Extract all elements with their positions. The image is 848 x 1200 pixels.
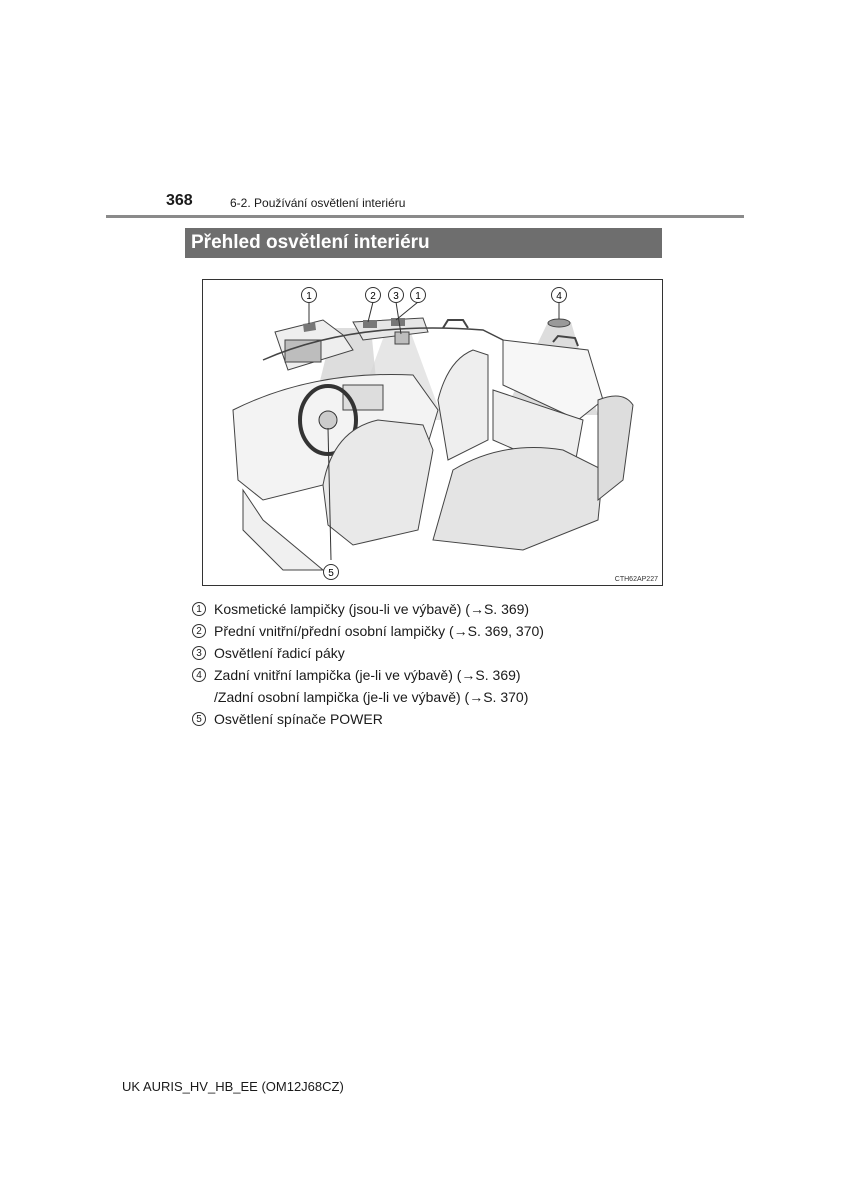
legend-item [192, 620, 662, 642]
interior-lights-figure [202, 279, 663, 586]
legend-number: 3 [192, 646, 206, 660]
legend-text-continued: /Zadní osobní lampička (je-li ve výbavě) (→S. 370) [214, 689, 529, 705]
legend-item [192, 664, 662, 708]
callout-1 [302, 288, 317, 303]
callout-4 [552, 288, 567, 303]
svg-text:3: 3 [393, 291, 399, 302]
legend-text: Přední vnitřní/přední osobní lampičky (→S. 369, 370) [214, 623, 544, 639]
callout-3 [389, 288, 404, 303]
legend-text: Osvětlení řadicí páky [214, 645, 345, 661]
page-footer: UK AURIS_HV_HB_EE (OM12J68CZ) [122, 1079, 344, 1094]
section-reference: 6-2. Používání osvětlení interiéru [230, 196, 406, 210]
legend-text: Kosmetické lampičky (jsou-li ve výbavě) (→S. 369) [214, 601, 530, 617]
legend-list [192, 598, 662, 730]
callout-5 [324, 565, 339, 580]
legend-number: 5 [192, 712, 206, 726]
legend-item [192, 598, 662, 620]
legend-text: Osvětlení spínače POWER [214, 711, 383, 727]
page-number: 368 [166, 192, 193, 209]
legend-item [192, 642, 662, 664]
svg-text:2: 2 [370, 291, 376, 302]
svg-text:5: 5 [328, 568, 334, 579]
header-rule [106, 215, 744, 218]
svg-text:1: 1 [415, 291, 421, 302]
legend-text: Zadní vnitřní lampička (je-li ve výbavě) (→S. 369) [214, 667, 521, 683]
section-title: Přehled osvětlení interiéru [185, 228, 662, 258]
car-interior-illustration [203, 280, 662, 585]
legend-number: 1 [192, 602, 206, 616]
legend-number: 4 [192, 668, 206, 682]
callout-2 [366, 288, 381, 303]
legend-item [192, 708, 662, 730]
svg-text:4: 4 [556, 291, 562, 302]
legend-number: 2 [192, 624, 206, 638]
figure-code: CTH62AP227 [614, 576, 658, 583]
svg-text:1: 1 [306, 291, 312, 302]
page-header [106, 190, 744, 218]
callout-1b [411, 288, 426, 303]
